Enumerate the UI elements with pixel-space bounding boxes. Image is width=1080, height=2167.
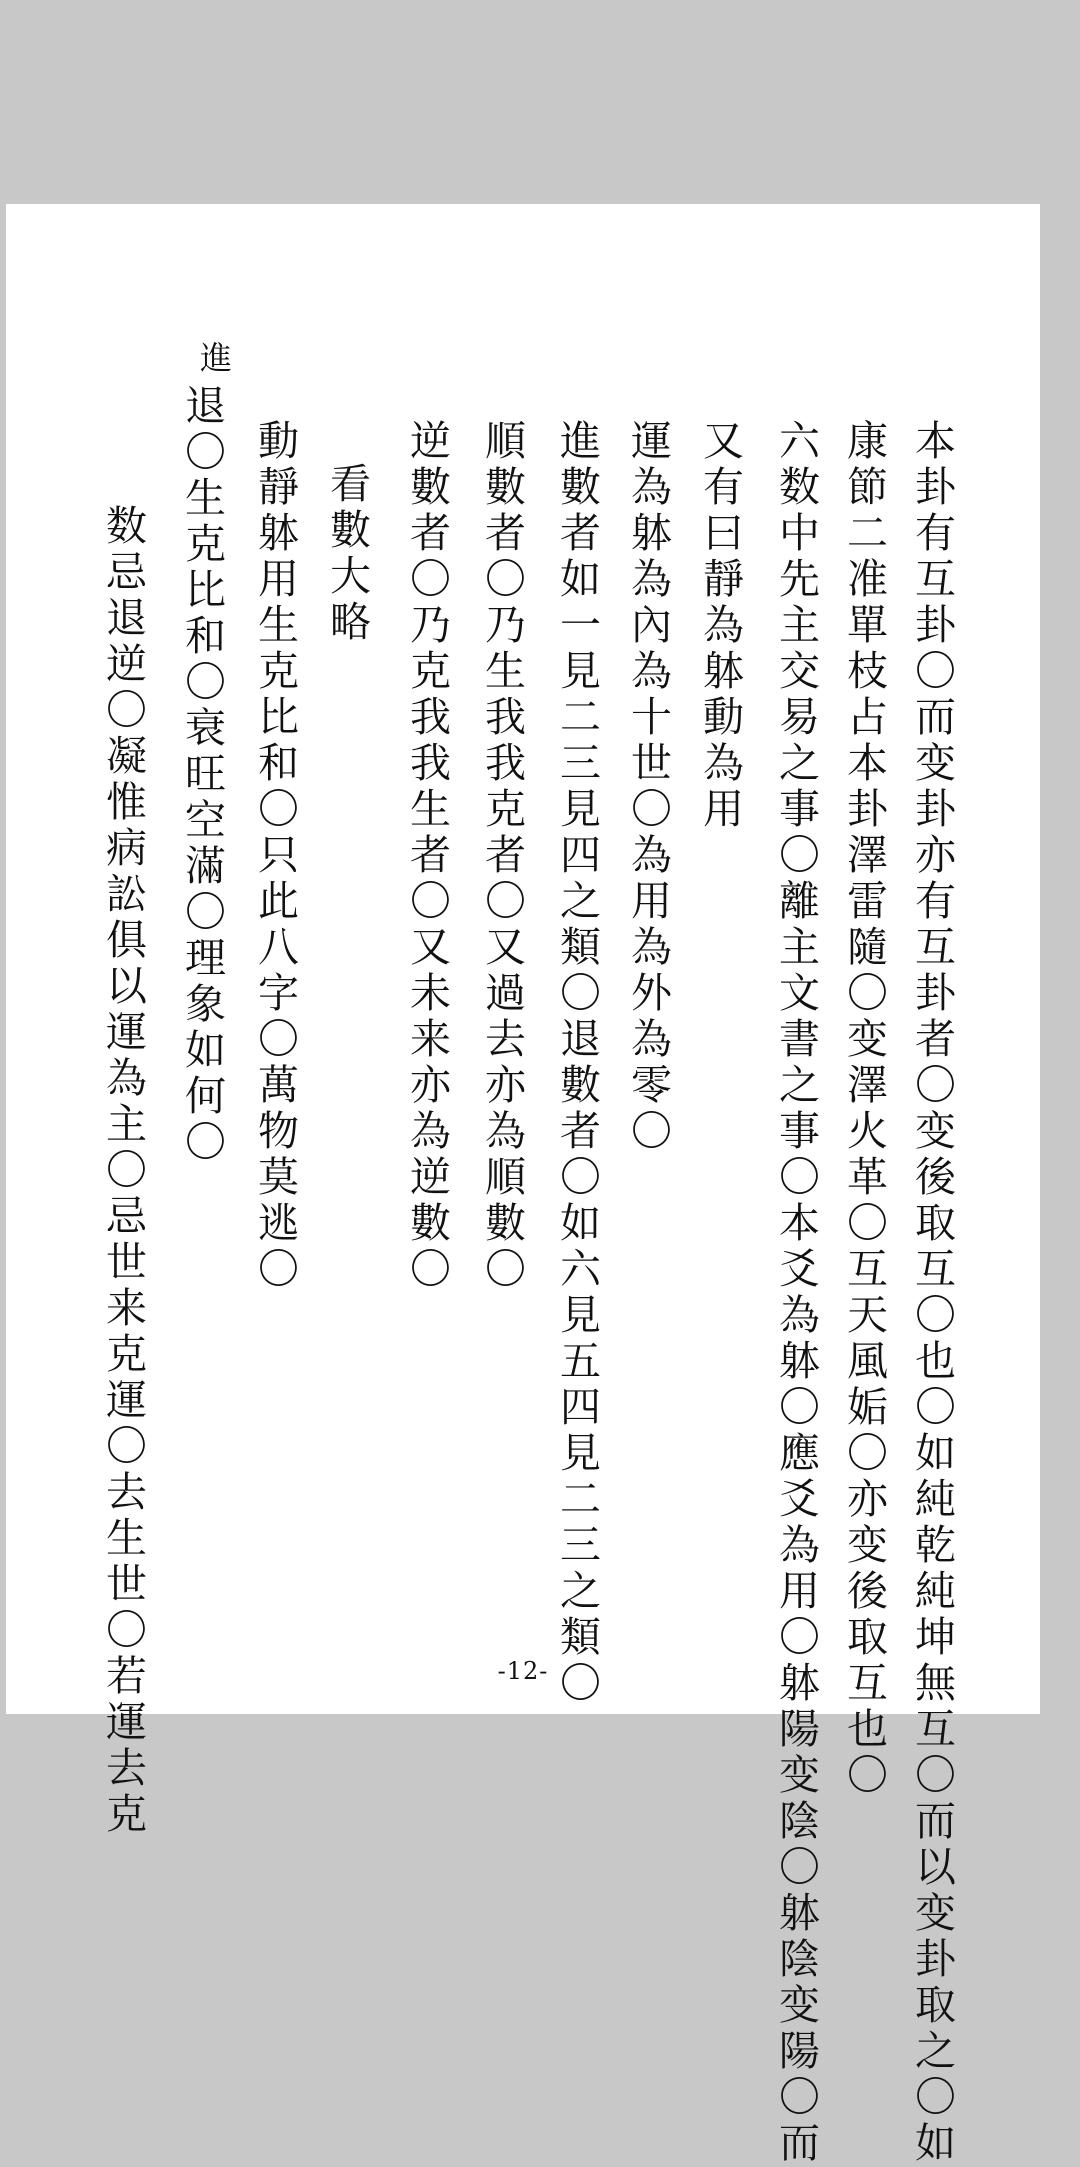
text-column-6: 進數者如一見二三見四之類〇退數者〇如六見五四見二三之類〇: [553, 419, 601, 1707]
text-column-7: 順數者〇乃生我我克者〇又過去亦為順數〇: [478, 419, 526, 1293]
text-column-4: 又有曰靜為躰動為用: [696, 419, 744, 833]
text-column-8: 逆數者〇乃克我我生者〇又未来亦為逆數〇: [403, 419, 451, 1293]
document-page: [6, 204, 1040, 2167]
text-column-5: 運為躰為內為十世〇為用為外為零〇: [624, 419, 672, 1155]
text-column-12: 数忌退逆〇凝惟病訟俱以運為主〇忌世来克運〇去生世〇若運去克: [99, 504, 147, 1838]
text-column-3: 六数中先主交易之事〇離主文書之事〇本爻為躰〇應爻為用〇躰陽变陰〇躰陰变陽〇而: [772, 419, 820, 2167]
text-column-2: 康節二准單枝占本卦澤雷隨〇变澤火革〇互天風姤〇亦变後取互也〇: [840, 419, 888, 1799]
text-column-11: 退〇生克比和〇衰旺空滿〇理象如何〇: [178, 384, 226, 1166]
page-number: -12-: [497, 1657, 549, 1685]
margin-note: 進: [195, 341, 233, 376]
text-column-10: 動靜躰用生克比和〇只此八字〇萬物莫逃〇: [251, 419, 299, 1293]
text-column-1: 本卦有互卦〇而变卦亦有互卦者〇变後取互〇也〇如純乾純坤無互〇而以变卦取之〇如: [908, 419, 956, 2167]
section-heading: 看數大略: [323, 462, 371, 646]
